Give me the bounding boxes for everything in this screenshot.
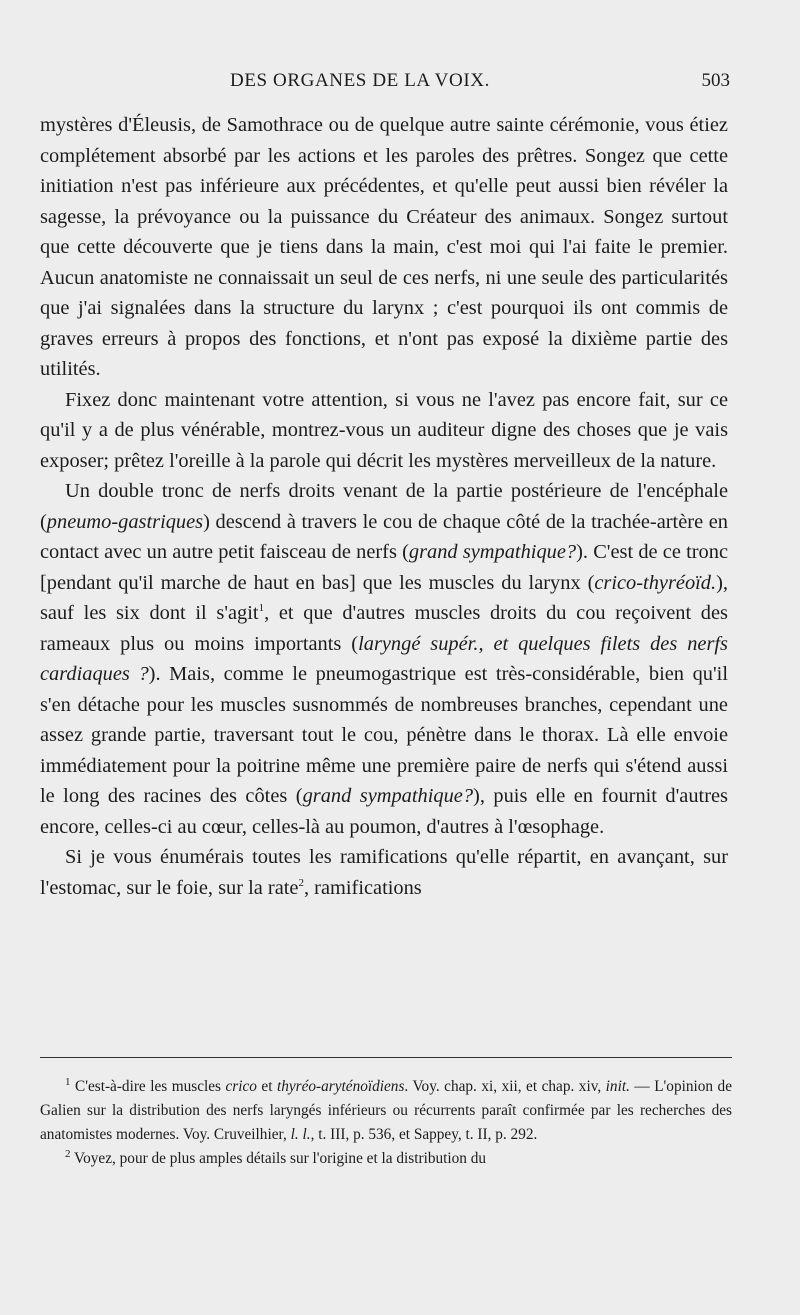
footnote-1 <box>40 1075 732 1147</box>
italic-term: laryngé supér., et quelques filets des nerfs cardiaques ? <box>40 632 728 685</box>
main-text <box>40 110 728 903</box>
paragraph-3 <box>40 476 728 842</box>
text-run: Un double tronc de nerfs droits venant de la partie postérieure de l'encéphale ( <box>40 480 728 533</box>
text-run: , ramifications <box>303 876 422 899</box>
italic-term: crico <box>225 1078 257 1095</box>
text-run: C'est-à-dire les muscles <box>70 1078 226 1095</box>
text-run: ), puis elle en fournit d'autres encore, celles-ci au cœur, celles-là au poumon, d'autres à l'œsophage. <box>40 785 728 838</box>
footnotes <box>40 1075 732 1171</box>
italic-term: pneumo-gastriques <box>46 510 204 533</box>
footnote-ref-1: 1 <box>258 602 265 615</box>
footnote-mark: 1 <box>65 1075 71 1088</box>
italic-term: thyréo-aryténoïdiens <box>276 1078 405 1095</box>
footnote-2 <box>40 1147 732 1171</box>
italic-term: init. <box>605 1078 630 1095</box>
paragraph-4 <box>40 842 728 903</box>
text-run: — L'opinion de Galien sur la distribution des nerfs laryngés inférieurs ou récurrents paraît confirmée par les recherches des anatomistes modernes. Voy. Cruveilhier, <box>40 1078 732 1143</box>
text-run: ). C'est de ce tronc [pendant qu'il marche de haut en bas] que les muscles du larynx ( <box>40 541 729 594</box>
footnote-separator <box>40 1057 732 1058</box>
footnote-ref-2: 2 <box>298 876 304 889</box>
text-run: . Voy. chap. xi, xii, et chap. xiv, <box>404 1078 606 1095</box>
text-run: ), sauf les six dont il s'agit <box>40 571 728 624</box>
text-run: , t. III, p. 536, et Sappey, t. II, p. 292. <box>310 1126 538 1143</box>
paragraph-1: mystères d'Éleusis, de Samothrace ou de quelque autre sainte cérémonie, vous étiez complétement absorbé par les actions et les paroles des prêtres. Songez que cette initiation n'est pas inférieure aux précédentes, et qu'elle peut aussi bien révéler la sagesse, la prévoyance ou la puissance du Créateur des animaux. Songez surtout que cette découverte que je tiens dans la main, c'est moi qui l'ai faite le premier. Aucun anatomiste ne connaissait un seul de ces nerfs, ni une seule des particularités que j'ai signalées dans la structure du larynx ; c'est pourquoi ils ont commis de graves erreurs à propos des fonctions, et n'ont pas exposé la dixième partie des utilités. <box>40 114 728 380</box>
italic-term: crico-thyréoïd. <box>594 571 717 594</box>
text-run: et <box>256 1078 277 1095</box>
text-run: ) descend à travers le cou de chaque côté de la trachée-artère en contact avec un autre petit faisceau de nerfs ( <box>40 510 728 563</box>
running-header <box>40 70 730 100</box>
text-run: Voyez, pour de plus amples détails sur l'origine et la distribution du <box>70 1150 487 1167</box>
text-run: Si je vous énumérais toutes les ramifications qu'elle répartit, en avançant, sur l'estomac, sur le foie, sur la rate <box>40 846 728 899</box>
italic-term: grand sympathique? <box>302 785 474 807</box>
paragraph-2: Fixez donc maintenant votre attention, si vous ne l'avez pas encore fait, sur ce qu'il y a de plus vénérable, montrez-vous un auditeur digne des choses que je vais exposer; prêtez l'oreille à la parole qui décrit les mystères merveilleux de la nature. <box>40 388 728 472</box>
text-run: ). Mais, comme le pneumogastrique est très-considérable, bien qu'il s'en détache pour les muscles susnommés de nombreuses branches, cependant une assez grande partie, traversant tout le cou, pénètre dans le thorax. Là elle envoie immédiatement pour la poitrine même une première paire de nerfs qui s'étend aussi le long des racines des côtes ( <box>40 663 729 807</box>
italic-term: l. l. <box>290 1126 311 1143</box>
italic-term: grand sympathique? <box>408 541 577 563</box>
page-number: 503 <box>701 70 730 91</box>
text-run: , et que d'autres muscles droits du cou reçoivent des rameaux plus ou moins importants ( <box>40 602 728 655</box>
running-title: DES ORGANES DE LA VOIX. <box>230 70 490 91</box>
footnote-mark: 2 <box>65 1147 71 1160</box>
